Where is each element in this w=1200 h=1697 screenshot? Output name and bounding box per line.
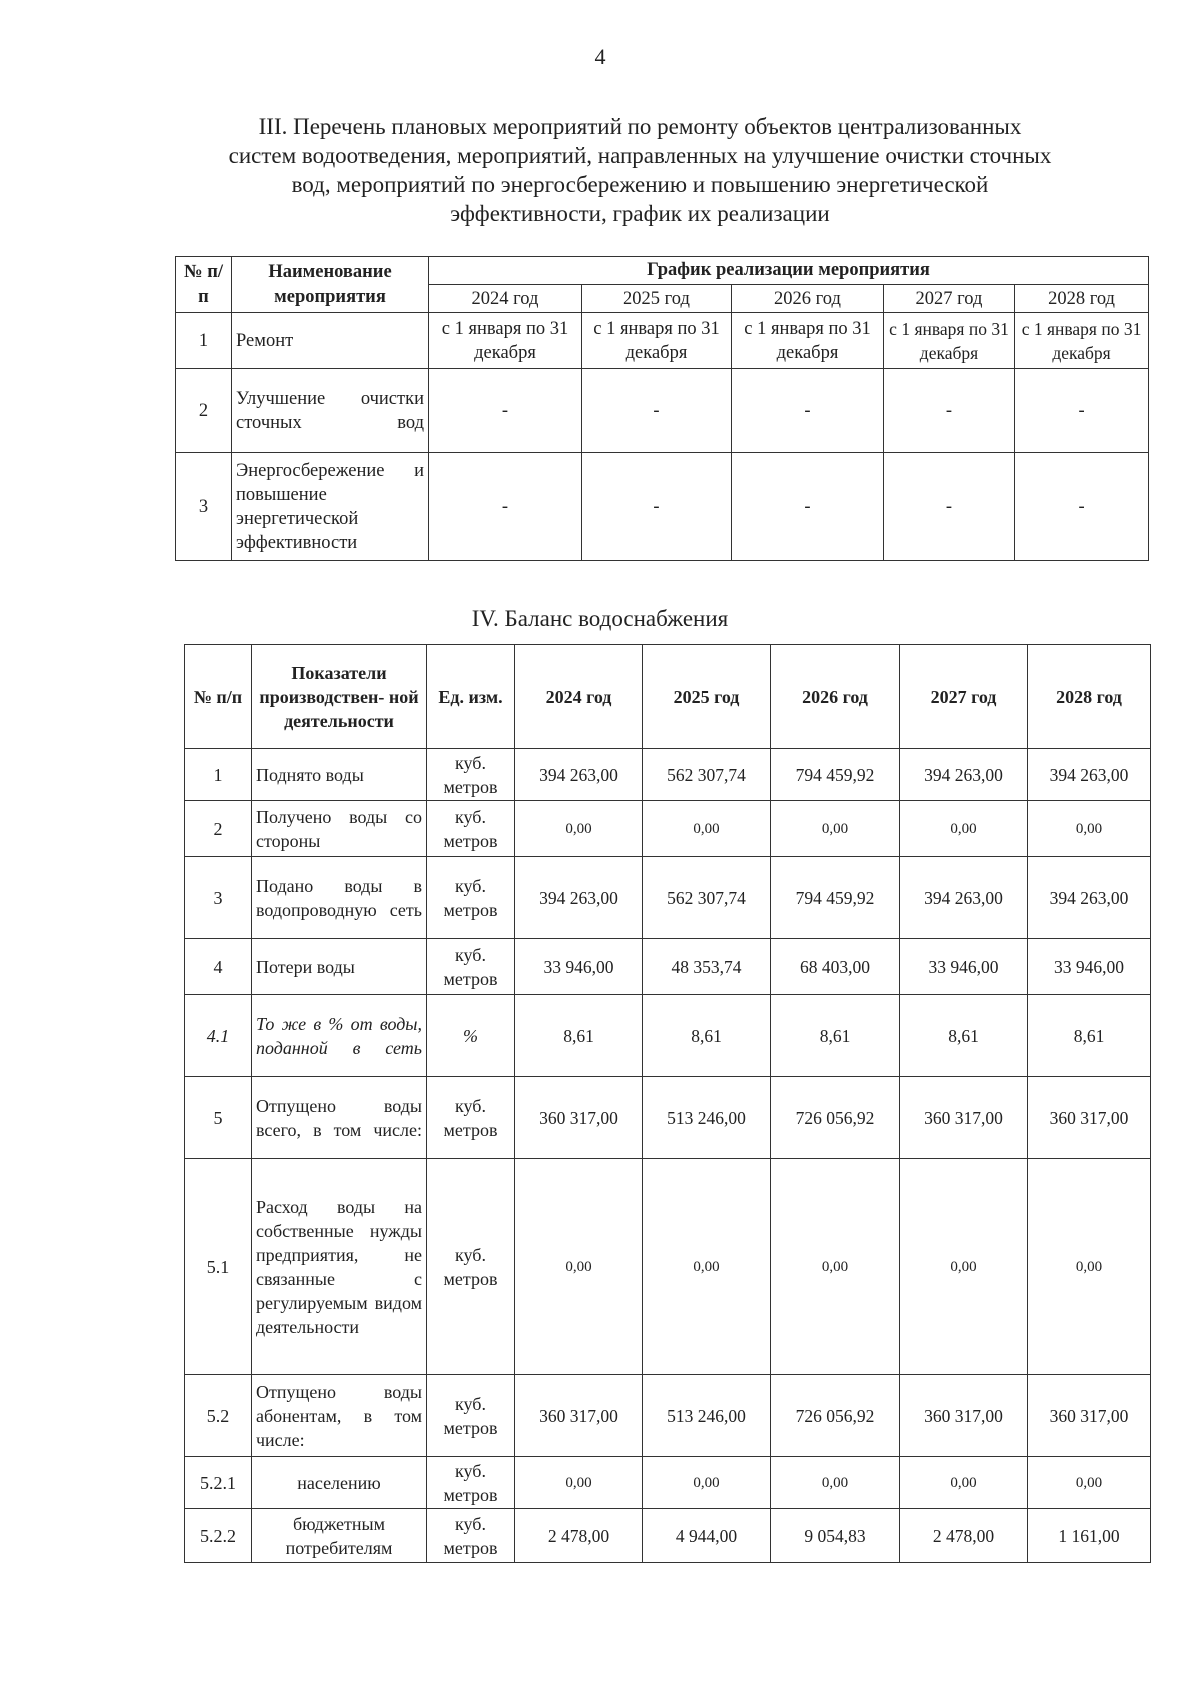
value-cell: 394 263,00: [1028, 857, 1151, 939]
value-cell: 2 478,00: [900, 1509, 1028, 1563]
value-cell: 9 054,83: [771, 1509, 900, 1563]
value-cell: 0,00: [1028, 1457, 1151, 1509]
row-num: 3: [185, 857, 252, 939]
value-cell: 394 263,00: [515, 749, 643, 801]
value-cell: 8,61: [643, 995, 771, 1077]
value-cell: 0,00: [515, 1457, 643, 1509]
row-num: 2: [185, 801, 252, 857]
table-row: [176, 369, 1149, 453]
value-cell: 0,00: [771, 801, 900, 857]
schedule-cell: с 1 января по 31 декабря: [429, 313, 582, 369]
value-cell: 360 317,00: [1028, 1375, 1151, 1457]
value-cell: 0,00: [643, 1159, 771, 1375]
row-num: 1: [185, 749, 252, 801]
row-unit: куб. метров: [427, 1457, 515, 1509]
value-cell: 8,61: [900, 995, 1028, 1077]
schedule-cell: -: [582, 453, 732, 561]
schedule-cell: -: [429, 453, 582, 561]
header-year: 2026 год: [771, 645, 900, 749]
table-row: [185, 857, 1151, 939]
value-cell: 394 263,00: [515, 857, 643, 939]
value-cell: 33 946,00: [1028, 939, 1151, 995]
row-name: Энергосбережение и повышение энергетической эффективности: [232, 453, 429, 561]
value-cell: 562 307,74: [643, 749, 771, 801]
row-name: Ремонт: [232, 313, 429, 369]
header-unit: Ед. изм.: [427, 645, 515, 749]
section4-title: IV. Баланс водоснабжения: [471, 606, 729, 631]
header-num: № п/п: [185, 645, 252, 749]
value-cell: 726 056,92: [771, 1077, 900, 1159]
header-num: № п/п: [176, 257, 232, 313]
row-unit: куб. метров: [427, 801, 515, 857]
row-num: 5.2.1: [185, 1457, 252, 1509]
row-name: Отпущено воды абонентам, в том числе:: [252, 1375, 427, 1457]
value-cell: 8,61: [515, 995, 643, 1077]
table-row: [185, 1077, 1151, 1159]
value-cell: 68 403,00: [771, 939, 900, 995]
value-cell: 513 246,00: [643, 1375, 771, 1457]
table-row: [185, 1159, 1151, 1375]
value-cell: 0,00: [771, 1159, 900, 1375]
schedule-cell: -: [582, 369, 732, 453]
row-unit: куб. метров: [427, 749, 515, 801]
value-cell: 2 478,00: [515, 1509, 643, 1563]
value-cell: 33 946,00: [515, 939, 643, 995]
schedule-cell: с 1 января по 31 декабря: [732, 313, 884, 369]
schedule-cell: -: [732, 453, 884, 561]
value-cell: 33 946,00: [900, 939, 1028, 995]
value-cell: 513 246,00: [643, 1077, 771, 1159]
row-name: Получено воды со стороны: [252, 801, 427, 857]
row-unit: куб. метров: [427, 1375, 515, 1457]
row-name: населению: [252, 1457, 427, 1509]
row-name: бюджетным потребителям: [252, 1509, 427, 1563]
table-row: [176, 453, 1149, 561]
header-schedule: График реализации мероприятия: [429, 257, 1149, 285]
row-num: 5.1: [185, 1159, 252, 1375]
value-cell: 726 056,92: [771, 1375, 900, 1457]
header-indicator: Показатели производствен- ной деятельности: [252, 645, 427, 749]
section3-title-line: вод, мероприятий по энергосбережению и повышению энергетической: [291, 172, 989, 197]
row-name: Улучшение очистки сточных вод: [232, 369, 429, 453]
value-cell: 394 263,00: [1028, 749, 1151, 801]
value-cell: 394 263,00: [900, 749, 1028, 801]
schedule-cell: с 1 января по 31 декабря: [582, 313, 732, 369]
row-name: Подано воды в водопроводную сеть: [252, 857, 427, 939]
page-number: 4: [594, 44, 606, 69]
header-year: 2026 год: [732, 285, 884, 313]
value-cell: 360 317,00: [900, 1375, 1028, 1457]
row-name: Отпущено воды всего, в том числе:: [252, 1077, 427, 1159]
table-row: [185, 801, 1151, 857]
row-name: То же в % от воды, поданной в сеть: [252, 995, 427, 1077]
value-cell: 0,00: [900, 1159, 1028, 1375]
value-cell: 48 353,74: [643, 939, 771, 995]
value-cell: 4 944,00: [643, 1509, 771, 1563]
water-balance-table: [184, 644, 1151, 1563]
row-num: 4: [185, 939, 252, 995]
table-row: [185, 939, 1151, 995]
table-row: [185, 1375, 1151, 1457]
schedule-cell: -: [884, 369, 1015, 453]
value-cell: 562 307,74: [643, 857, 771, 939]
value-cell: 0,00: [1028, 1159, 1151, 1375]
value-cell: 360 317,00: [900, 1077, 1028, 1159]
table-row: [185, 749, 1151, 801]
value-cell: 360 317,00: [515, 1375, 643, 1457]
section3-title-line: эффективности, график их реализации: [450, 201, 830, 226]
table-row: [185, 1509, 1151, 1563]
row-name: Поднято воды: [252, 749, 427, 801]
header-year: 2027 год: [900, 645, 1028, 749]
value-cell: 0,00: [1028, 801, 1151, 857]
row-name: Потери воды: [252, 939, 427, 995]
header-year: 2027 год: [884, 285, 1015, 313]
header-measure-name: Наименование мероприятия: [232, 257, 429, 313]
schedule-cell: с 1 января по 31 декабря: [1015, 313, 1149, 369]
section3-title-line: систем водоотведения, мероприятий, направленных на улучшение очистки сточных: [228, 143, 1052, 168]
value-cell: 360 317,00: [515, 1077, 643, 1159]
schedule-cell: -: [732, 369, 884, 453]
row-num: 3: [176, 453, 232, 561]
header-year: 2025 год: [582, 285, 732, 313]
schedule-cell: -: [884, 453, 1015, 561]
value-cell: 0,00: [900, 801, 1028, 857]
header-year: 2024 год: [515, 645, 643, 749]
row-unit: %: [427, 995, 515, 1077]
section3-title-line: III. Перечень плановых мероприятий по ремонту объектов централизованных: [258, 114, 1022, 139]
value-cell: 1 161,00: [1028, 1509, 1151, 1563]
row-num: 5.2: [185, 1375, 252, 1457]
value-cell: 8,61: [1028, 995, 1151, 1077]
section3-title: [150, 112, 1130, 228]
table-row: [185, 995, 1151, 1077]
row-num: 1: [176, 313, 232, 369]
schedule-cell: с 1 января по 31 декабря: [884, 313, 1015, 369]
row-unit: куб. метров: [427, 939, 515, 995]
measures-schedule-table: [175, 256, 1149, 561]
header-year: 2028 год: [1028, 645, 1151, 749]
header-year: 2025 год: [643, 645, 771, 749]
schedule-cell: -: [429, 369, 582, 453]
value-cell: 0,00: [771, 1457, 900, 1509]
schedule-cell: -: [1015, 453, 1149, 561]
row-unit: куб. метров: [427, 857, 515, 939]
value-cell: 360 317,00: [1028, 1077, 1151, 1159]
value-cell: 0,00: [900, 1457, 1028, 1509]
table-row: [176, 313, 1149, 369]
row-name: Расход воды на собственные нужды предприятия, не связанные с регулируемым видом деятельности: [252, 1159, 427, 1375]
schedule-cell: -: [1015, 369, 1149, 453]
value-cell: 0,00: [643, 1457, 771, 1509]
row-unit: куб. метров: [427, 1077, 515, 1159]
header-year: 2024 год: [429, 285, 582, 313]
row-num: 5: [185, 1077, 252, 1159]
row-num: 5.2.2: [185, 1509, 252, 1563]
value-cell: 0,00: [515, 1159, 643, 1375]
value-cell: 794 459,92: [771, 857, 900, 939]
row-unit: куб. метров: [427, 1159, 515, 1375]
value-cell: 0,00: [643, 801, 771, 857]
value-cell: 794 459,92: [771, 749, 900, 801]
row-num: 4.1: [185, 995, 252, 1077]
value-cell: 8,61: [771, 995, 900, 1077]
value-cell: 0,00: [515, 801, 643, 857]
row-unit: куб. метров: [427, 1509, 515, 1563]
value-cell: 394 263,00: [900, 857, 1028, 939]
table-row: [185, 1457, 1151, 1509]
row-num: 2: [176, 369, 232, 453]
header-year: 2028 год: [1015, 285, 1149, 313]
